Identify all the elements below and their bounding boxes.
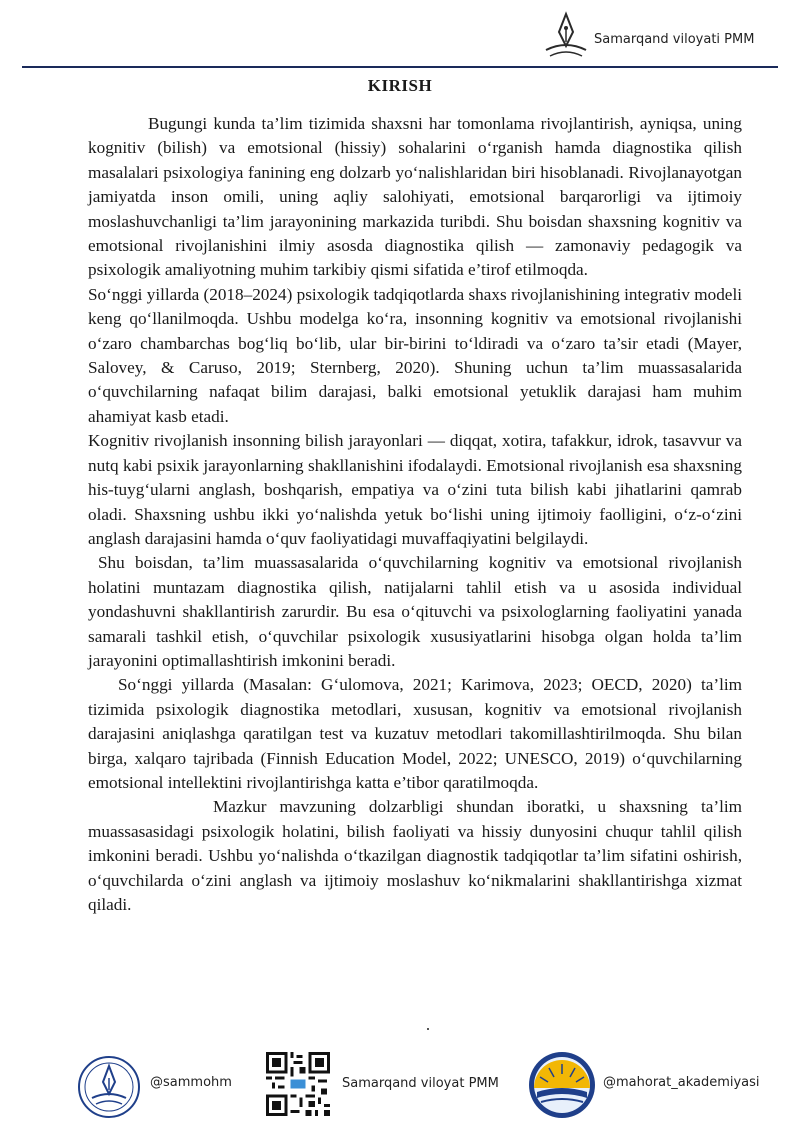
page-footer [0, 1040, 800, 1131]
pen-nib-seal-icon [76, 1054, 142, 1120]
header-divider [22, 66, 778, 68]
header-organization: Samarqand viloyati PMM [594, 32, 755, 47]
paragraph-3: Kognitiv rivojlanish insonning bilish jarayonlari — diqqat, xotira, tafakkur, idrok, tasavvur va nutq kabi psixik jarayonlarning shakllanishini ifodalaydi. Emotsional rivojlanish esa shaxsning his-tuyg‘ularni anglash, boshqarish, empatiya va o‘zini tuta bilish kabi jihatlarini qamrab oladi. Shaxsning ushbu ikki yo‘nalishda yetuk bo‘lishi uning ijtimoiy faolligini, o‘z-o‘zini anglash darajasini hamda o‘quv faoliyatidagi muvaffaqiyatini belgilaydi. [88, 431, 742, 548]
paragraph-6: Mazkur mavzuning dolzarbligi shundan iboratki, u shaxsning ta’lim muassasasidagi psixologik holatini, bilish faoliyati va hissiy dunyosini chuqur tahlil qilish imkonini beradi. Ushbu yo‘nalishda o‘tkazilgan diagnostik tadqiqotlar ta’lim sifatini oshirish, o‘quvchilarda o‘zini anglash va ijtimoiy moslashuv ko‘nikmalarini shakllantirishga xizmat qiladi. [88, 797, 742, 914]
footer-organization: Samarqand viloyat PMM [342, 1076, 499, 1091]
document-body [88, 112, 742, 917]
page-title: KIRISH [367, 76, 433, 95]
paragraph-1: Bugungi kunda ta’lim tizimida shaxsni har tomonlama rivojlantirish, ayniqsa, uning kognitiv (bilish) va emotsional (hissiy) sohalarini o‘rganish hamda diagnostika qilish masalalari psixologiya fanining eng dolzarb yo‘nalishlaridan biri hisoblanadi. Rivojlanayotgan jamiyatda inson omili, uning aqliy salohiyati, emotsional barqarorligi va ijtimoiy moslashuvchanligi ta’lim jarayonining markazida turibdi. Shu boisdan shaxsning kognitiv va emotsional rivojlanishini ilmiy asosda diagnostika qilish — zamonaviy pedagogik va psixologik amaliyotning muhim tarkibiy qismi sifatida e’tirof etilmoqda. [88, 114, 742, 280]
pen-nib-logo-icon [540, 10, 592, 62]
sunrise-emblem-icon [527, 1050, 597, 1120]
page-header [0, 0, 800, 72]
paragraph-5: So‘nggi yillarda (Masalan: G‘ulomova, 2021; Karimova, 2023; OECD, 2020) ta’lim tizimida psixologik diagnostika metodlari, xususan, kognitiv va emotsional rivojlanish darajasini aniqlashga qaratilgan test va kuzatuv metodlari takomillashtirilmoqda. Shu bilan birga, xalqaro tajribada (Finnish Education Model, 2022; UNESCO, 2019) o‘quvchilarning emotsional intellektini rivojlantirishga katta e’tibor qaratilmoqda. [88, 675, 742, 792]
paragraph-4: Shu boisdan, ta’lim muassasalarida o‘quvchilarning kognitiv va emotsional rivojlanish holatini muntazam diagnostika qilish, natijalarni tahlil etish va u asosida individual yondashuvni shakllantirish zarurdir. Bu esa o‘qituvchi va psixologlarning faoliyatini yanada samarali tashkil etish, o‘quvchilar psixologik xususiyatlarini hisobga olgan holda ta’lim jarayonini optimallashtirish imkonini beradi. [88, 553, 742, 670]
stray-dot [427, 1028, 429, 1030]
footer-left-handle: @sammohm [150, 1075, 232, 1090]
qr-code-icon[interactable] [266, 1052, 330, 1116]
paragraph-2: So‘nggi yillarda (2018–2024) psixologik tadqiqotlarda shaxs rivojlanishining integrativ modeli keng qo‘llanilmoqda. Ushbu modelga ko‘ra, insonning kognitiv va emotsional rivojlanishi o‘zaro chambarchas bog‘liq bo‘lib, ular bir-birini to‘ldiradi va o‘zaro ta’sir etadi (Mayer, Salovey, & Caruso, 2019; Sternberg, 2020). Shuning uchun ta’lim muassasalarida o‘quvchilarning nafaqat bilim darajasi, balki emotsional yetuklik darajasi ham muhim ahamiyat kasb etadi. [88, 284, 742, 426]
footer-right-handle: @mahorat_akademiyasi [603, 1075, 760, 1090]
